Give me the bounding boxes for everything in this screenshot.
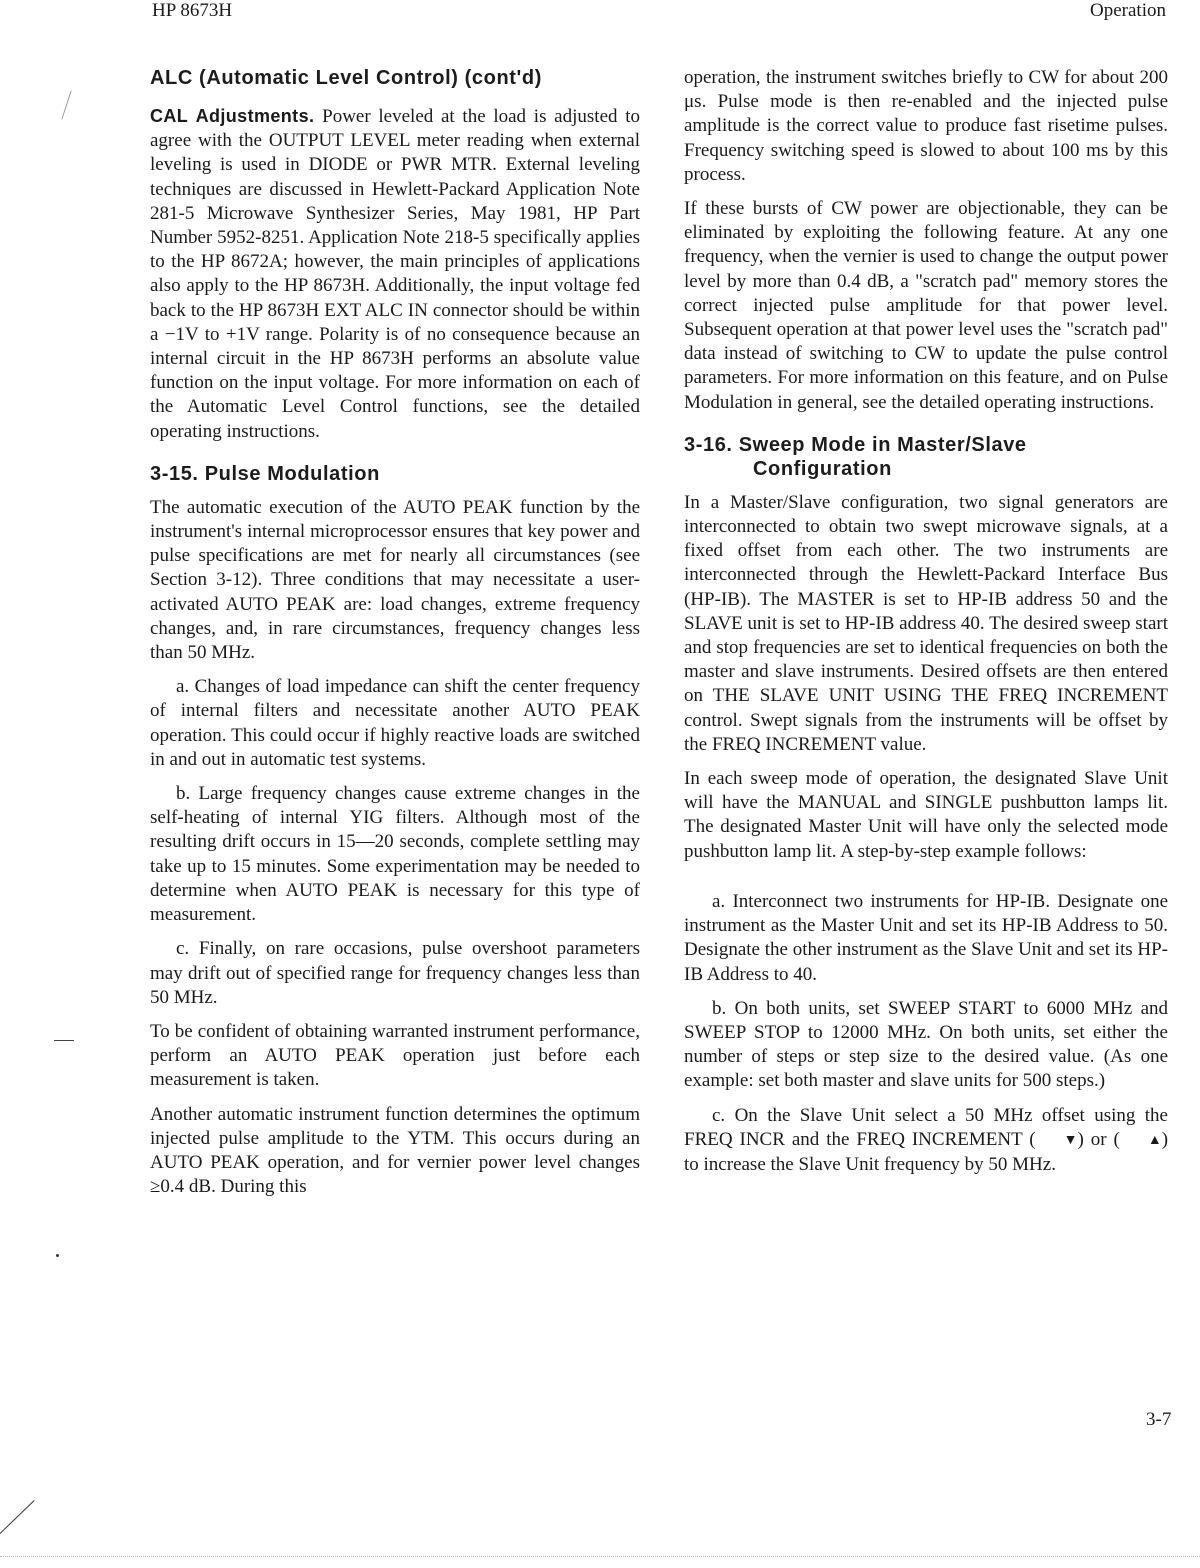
arrow-up-icon: ▲ xyxy=(1147,1132,1162,1148)
step-b: b. On both units, set SWEEP START to 6000 MHz and SWEEP STOP to 12000 MHz. On both units, set either the number of steps or step size to the desired value. (As one example: set both master and slave units for 500 steps.) xyxy=(684,997,1168,1092)
left-column xyxy=(150,66,640,1209)
step-c-text-1: c. On the Slave Unit select a 50 MHz offset using the FREQ INCR and the FREQ INCREMENT ( xyxy=(684,1104,1168,1150)
sweep-mode-heading xyxy=(684,433,1168,481)
pulse-confidence-paragraph: To be confident of obtaining warranted instrument performance, perform an AUTO PEAK operation just before each measurement is taken. xyxy=(150,1020,640,1091)
sweep-mode-heading-line1: 3-16. Sweep Mode in Master/Slave xyxy=(684,433,1027,456)
step-a: a. Interconnect two instruments for HP-IB. Designate one instrument as the Master Unit and set its HP-IB Address to 50. Designate the other instrument as the Slave Unit and set its HP-IB Address to 40. xyxy=(684,890,1168,985)
page-number: 3-7 xyxy=(1146,1409,1172,1430)
scan-mark xyxy=(56,1254,59,1257)
step-c-text-3: ) to increase the Slave Unit frequency by 50 MHz. xyxy=(684,1128,1169,1175)
scan-mark xyxy=(54,1040,74,1041)
spacer xyxy=(684,874,1168,890)
cal-adjustments-text: Power leveled at the load is adjusted to agree with the OUTPUT LEVEL meter reading when external leveling is used in DIODE or PWR MTR. External leveling techniques are discussed in Hewlett-Packard Application Note 281-5 Microwave Synthesizer Series, May 1981, HP Part Number 5952-8251. Application Note 218-5 specifically applies to the HP 8672A; however, the main principles of applications also apply to the HP 8673H. Additionally, the input voltage fed back to the HP 8673H EXT ALC IN connector should be within a −1V to +1V range. Polarity is of no consequence because an internal circuit in the HP 8673H performs an absolute value function on the input voltage. For more information on each of the Automatic Level Control functions, see the detailed operating instructions. xyxy=(150,106,641,442)
arrow-down-icon: ▼ xyxy=(1063,1132,1078,1148)
pulse-item-a: a. Changes of load impedance can shift the center frequency of internal filters and necessitate another AUTO PEAK operation. This could occur if highly reactive loads are switched in and out in automatic test systems. xyxy=(150,676,640,770)
scratch-pad-paragraph: If these bursts of CW power are objectionable, they can be eliminated by exploiting the following feature. At any one frequency, when the vernier is used to change the output power level by more than 0.4 dB, a "scratch pad" memory stores the correct injected pulse amplitude for that power level. Subsequent operation at that power level uses the "scratch pad" data instead of switching to CW to update the pulse control parameters. For more information on this feature, and on Pulse Modulation in general, see the detailed operating instructions. xyxy=(684,198,1168,413)
pulse-amplitude-paragraph: Another automatic instrument function determines the optimum injected pulse amplitude to the YTM. This occurs during an AUTO PEAK operation, and for vernier power level changes ≥0.4 dB. During this xyxy=(150,1103,640,1198)
pulse-item-c: c. Finally, on rare occasions, pulse overshoot parameters may drift out of specified range for frequency changes less than 50 MHz. xyxy=(150,938,640,1008)
scan-mark xyxy=(0,1500,35,1556)
scan-edge-line xyxy=(0,1556,1200,1557)
sweep-mode-lamps-paragraph: In each sweep mode of operation, the designated Slave Unit will have the MANUAL and SINGLE pushbutton lamps lit. The designated Master Unit will have only the selected mode pushbutton lamp lit. A step-by-step example follows: xyxy=(684,768,1168,862)
step-c xyxy=(684,1104,1168,1178)
pulse-item-b: b. Large frequency changes cause extreme changes in the self-heating of internal YIG filters. Although most of the resulting drift occurs in 15—20 seconds, complete settling may take up to 15 minutes. Some experimentation may be needed to determine when AUTO PEAK is necessary for this type of measurement. xyxy=(150,783,640,926)
cal-adjustments-title: CAL Adjustments. xyxy=(150,106,315,126)
pulse-intro-paragraph: The automatic execution of the AUTO PEAK function by the instrument's internal microprocessor ensures that key power and pulse specifications are met for nearly all circumstances (see Section 3-12). Three conditions that may necessitate a user-activated AUTO PEAK are: load changes, extreme frequency changes, and, in rare circumstances, frequency changes less than 50 MHz. xyxy=(150,496,640,664)
running-header-section: Operation xyxy=(1090,0,1166,21)
master-slave-paragraph: In a Master/Slave configuration, two signal generators are interconnected to obtain two swept microwave signals, at a fixed offset from each other. The two instruments are interconnected through the Hewlett-Packard Interface Bus (HP-IB). The MASTER is set to HP-IB address 50 and the SLAVE unit is set to HP-IB address 40. The desired sweep start and stop frequencies are set to identical frequencies on both the master and slave instruments. Desired offsets are then entered on THE SLAVE UNIT USING THE FREQ INCREMENT control. Swept signals from the instruments will be offset by the FREQ INCREMENT value. xyxy=(684,491,1168,755)
alc-heading: ALC (Automatic Level Control) (cont'd) xyxy=(150,67,542,89)
pulse-continued-paragraph: operation, the instrument switches briefly to CW for about 200 μs. Pulse mode is then re-enabled and the injected pulse amplitude is the correct value to produce fast risetime pulses. Frequency switching speed is slowed to about 100 ms by this process. xyxy=(684,67,1168,185)
cal-adjustments-paragraph xyxy=(150,104,640,444)
step-c-text-2: ) or ( xyxy=(1077,1128,1120,1150)
sweep-mode-heading-line2: Configuration xyxy=(753,457,892,480)
pulse-modulation-heading: 3-15. Pulse Modulation xyxy=(150,462,380,485)
scan-mark xyxy=(61,91,71,120)
running-header-model: HP 8673H xyxy=(152,0,233,21)
right-column xyxy=(684,66,1168,1187)
